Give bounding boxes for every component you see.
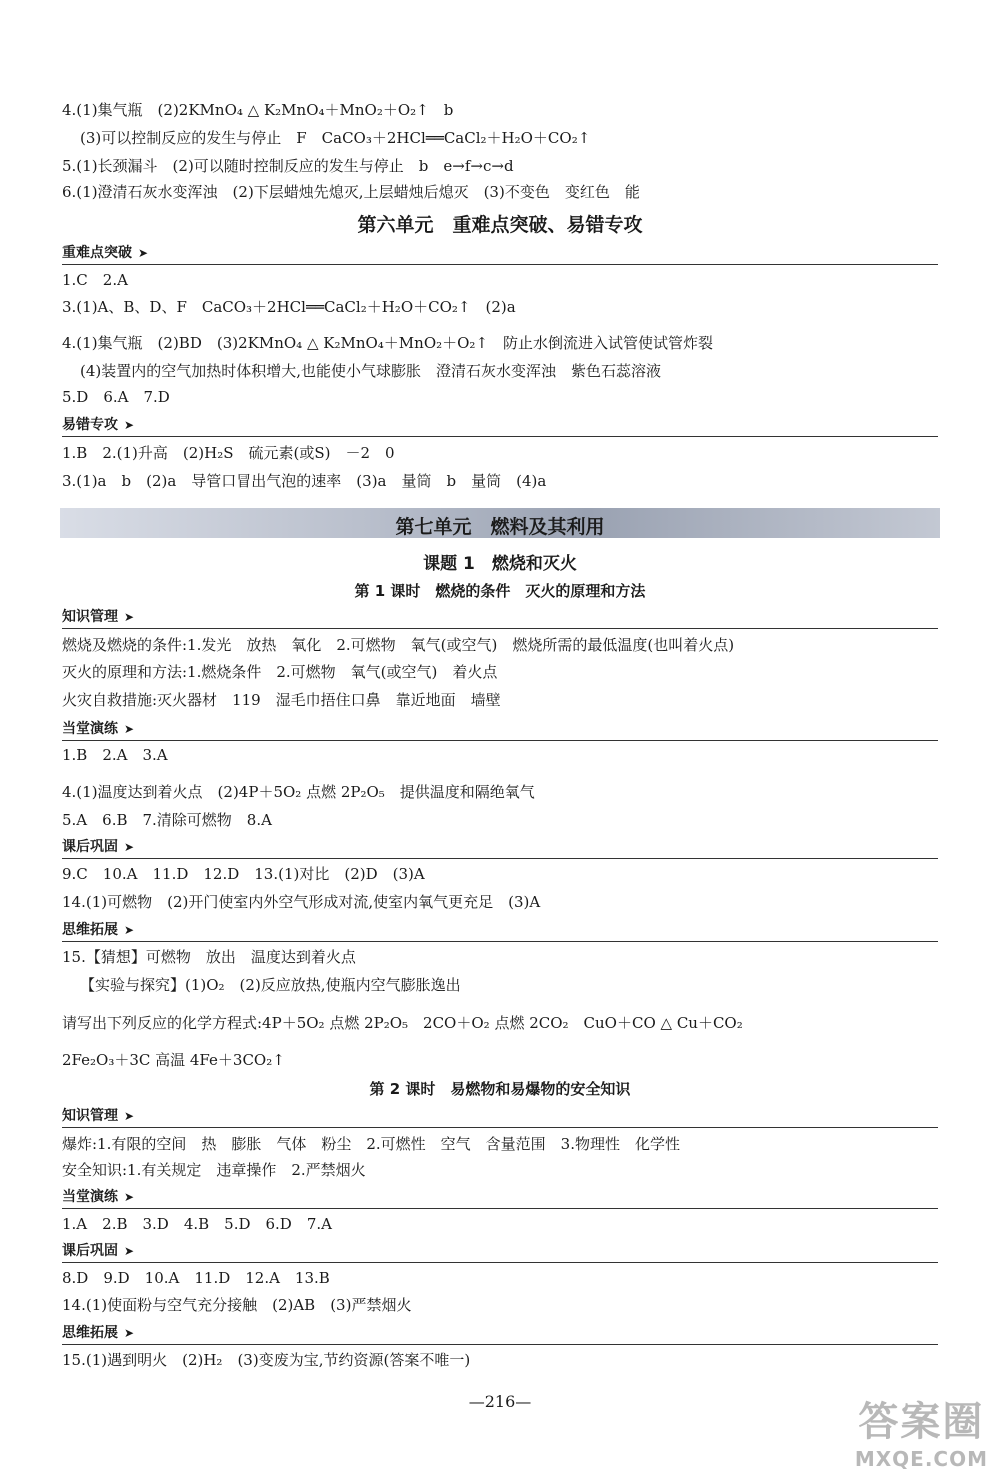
section-header: 易错专攻 ➤	[62, 414, 938, 437]
answer-line: 【实验与探究】(1)O₂ (2)反应放热,使瓶内空气膨胀逸出	[80, 976, 461, 994]
answer-line: 请写出下列反应的化学方程式:4P＋5O₂ 点燃 2P₂O₅ 2CO＋O₂ 点燃 2CO₂ CuO＋CO △ Cu＋CO₂	[62, 1014, 743, 1032]
answer-line: 1.B 2.(1)升高 (2)H₂S 硫元素(或S) －2 0	[62, 444, 395, 462]
section-header: 当堂演练 ➤	[62, 1186, 938, 1209]
topic-title: 课题 1 燃烧和灭火	[423, 554, 577, 574]
answer-line: 2Fe₂O₃＋3C 高温 4Fe＋3CO₂↑	[62, 1051, 285, 1069]
answer-line: 4.(1)温度达到着火点 (2)4P＋5O₂ 点燃 2P₂O₅ 提供温度和隔绝氧气	[62, 783, 535, 801]
section-header: 重难点突破 ➤	[62, 242, 938, 265]
answer-line: 燃烧及燃烧的条件:1.发光 放热 氧化 2.可燃物 氧气(或空气) 燃烧所需的最低温度(也叫着火点)	[62, 636, 735, 654]
answer-line: 3.(1)A、B、D、F CaCO₃＋2HCl══CaCl₂＋H₂O＋CO₂↑ (2)a	[62, 298, 516, 316]
answer-line: (3)可以控制反应的发生与停止 F CaCO₃＋2HCl══CaCl₂＋H₂O＋CO₂↑	[80, 129, 591, 147]
answer-line: 8.D 9.D 10.A 11.D 12.A 13.B	[62, 1269, 330, 1287]
lesson-title: 第 2 课时 易燃物和易爆物的安全知识	[369, 1080, 631, 1098]
answer-line: 1.A 2.B 3.D 4.B 5.D 6.D 7.A	[62, 1215, 332, 1233]
answer-line: 1.C 2.A	[62, 271, 128, 289]
answer-line: 安全知识:1.有关规定 违章操作 2.严禁烟火	[62, 1161, 366, 1179]
section-header: 课后巩固 ➤	[62, 836, 938, 859]
unit-6-title: 第六单元 重难点突破、易错专攻	[357, 214, 643, 236]
answer-line: 4.(1)集气瓶 (2)2KMnO₄ △ K₂MnO₄＋MnO₂＋O₂↑ b	[62, 101, 454, 119]
answer-line: 5.D 6.A 7.D	[62, 388, 170, 406]
unit-7-title: 第七单元 燃料及其利用	[395, 516, 605, 538]
answer-line: 灭火的原理和方法:1.燃烧条件 2.可燃物 氧气(或空气) 着火点	[62, 663, 498, 681]
answer-line: 爆炸:1.有限的空间 热 膨胀 气体 粉尘 2.可燃性 空气 含量范围 3.物理性 化学性	[62, 1135, 680, 1153]
answer-line: 火灾自救措施:灭火器材 119 湿毛巾捂住口鼻 靠近地面 墙壁	[62, 691, 501, 709]
section-header: 知识管理 ➤	[62, 1105, 938, 1128]
answer-line: 9.C 10.A 11.D 12.D 13.(1)对比 (2)D (3)A	[62, 865, 425, 883]
answer-line: 3.(1)a b (2)a 导管口冒出气泡的速率 (3)a 量筒 b 量筒 (4)a	[62, 472, 547, 490]
lesson-title: 第 1 课时 燃烧的条件 灭火的原理和方法	[354, 582, 646, 600]
answer-line: 14.(1)使面粉与空气充分接触 (2)AB (3)严禁烟火	[62, 1296, 412, 1314]
answer-line: 5.(1)长颈漏斗 (2)可以随时控制反应的发生与停止 b e→f→c→d	[62, 157, 514, 175]
page-number: —216—	[468, 1392, 532, 1411]
answer-line: 15.【猜想】可燃物 放出 温度达到着火点	[62, 948, 356, 966]
answer-line: 15.(1)遇到明火 (2)H₂ (3)变废为宝,节约资源(答案不唯一)	[62, 1351, 471, 1369]
answer-line: 1.B 2.A 3.A	[62, 746, 168, 764]
answer-line: 5.A 6.B 7.清除可燃物 8.A	[62, 811, 272, 829]
section-header: 当堂演练 ➤	[62, 718, 938, 741]
section-header: 思维拓展 ➤	[62, 1322, 938, 1345]
section-header: 课后巩固 ➤	[62, 1240, 938, 1263]
answer-line: (4)装置内的空气加热时体积增大,也能使小气球膨胀 澄清石灰水变浑浊 紫色石蕊溶液	[80, 362, 662, 380]
section-header: 知识管理 ➤	[62, 606, 938, 629]
answer-line: 4.(1)集气瓶 (2)BD (3)2KMnO₄ △ K₂MnO₄＋MnO₂＋O₂↑ 防止水倒流进入试管使试管炸裂	[62, 334, 714, 352]
answer-line: 6.(1)澄清石灰水变浑浊 (2)下层蜡烛先熄灭,上层蜡烛后熄灭 (3)不变色 变红色 能	[62, 183, 640, 201]
section-header: 思维拓展 ➤	[62, 919, 938, 942]
answer-line: 14.(1)可燃物 (2)开门使室内外空气形成对流,使室内氧气更充足 (3)A	[62, 893, 541, 911]
watermark: 答案圈 MXQE.COM	[854, 1399, 988, 1471]
